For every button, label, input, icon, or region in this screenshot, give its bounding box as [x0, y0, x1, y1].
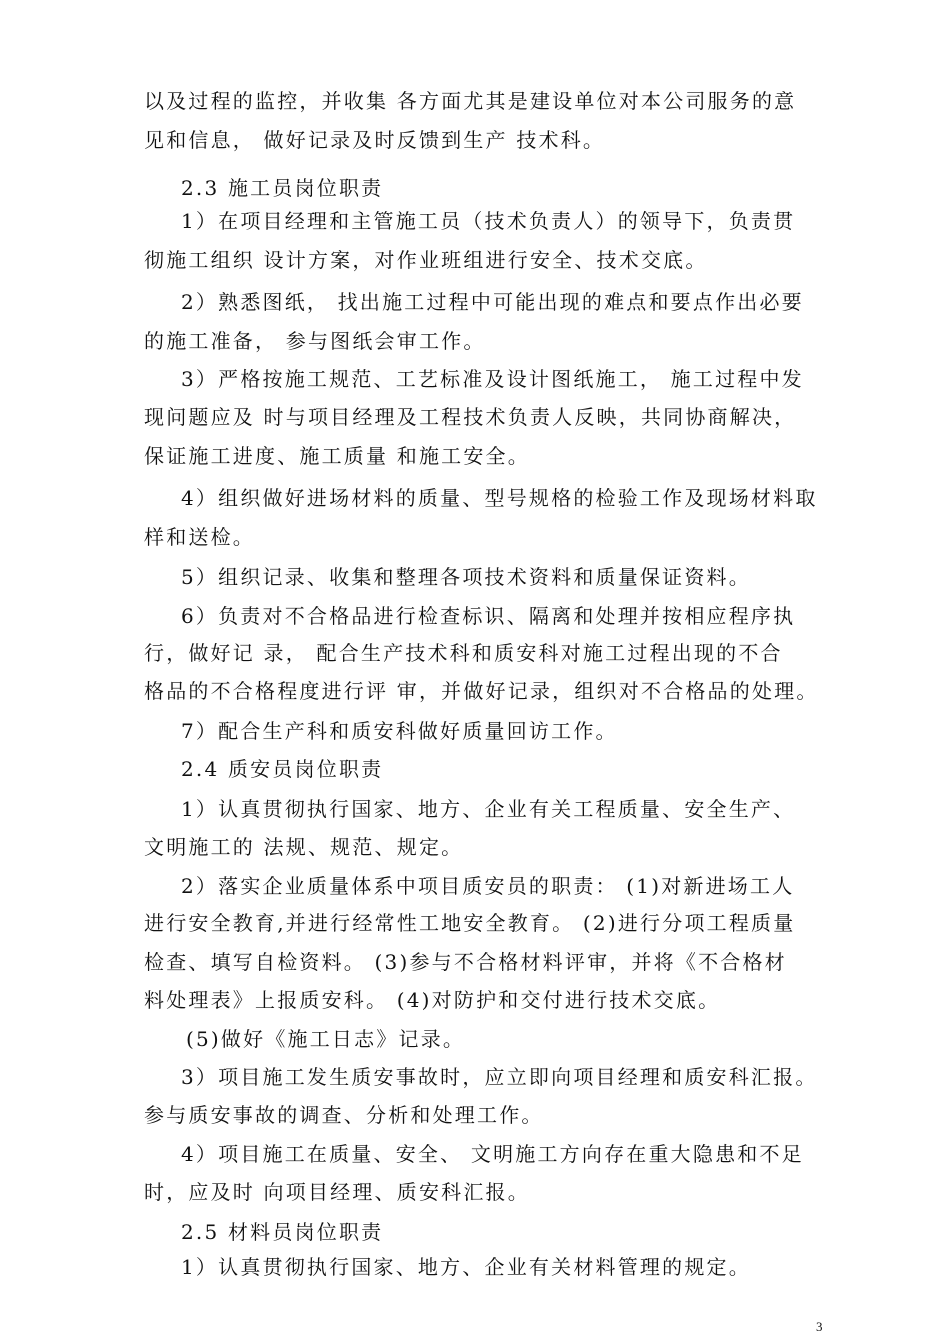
paragraph-line: 的施工准备， 参与图纸会审工作。: [144, 329, 486, 353]
paragraph-line: 2）熟悉图纸， 找出施工过程中可能出现的难点和要点作出必要: [181, 290, 804, 314]
paragraph-line: 保证施工进度、施工质量 和施工安全。: [144, 444, 530, 468]
paragraph-line: 格品的不合格程度进行评 审，并做好记录，组织对不合格品的处理。: [144, 679, 819, 703]
paragraph-line: 7）配合生产科和质安科做好质量回访工作。: [181, 719, 618, 743]
paragraph-line: 2）落实企业质量体系中项目质安员的职责： (1)对新进场工人: [181, 874, 795, 898]
paragraph-line: 6）负责对不合格品进行检查标识、隔离和处理并按相应程序执: [181, 604, 796, 628]
paragraph-line: 彻施工组织 设计方案，对作业班组进行安全、技术交底。: [144, 248, 708, 272]
paragraph-line: 检查、填写自检资料。 (3)参与不合格材料评审，并将《不合格材: [144, 950, 787, 974]
paragraph-line: 样和送检。: [144, 525, 255, 549]
paragraph-line: 1）在项目经理和主管施工员（技术负责人）的领导下，负责贯: [181, 209, 796, 233]
section-heading: 2.4 质安员岗位职责: [181, 757, 384, 781]
paragraph-line: 1）认真贯彻执行国家、地方、企业有关材料管理的规定。: [181, 1255, 751, 1279]
paragraph-line: 文明施工的 法规、规范、规定。: [144, 835, 464, 859]
section-heading: 2.3 施工员岗位职责: [181, 176, 384, 200]
paragraph-line: 参与质安事故的调查、分析和处理工作。: [144, 1103, 544, 1127]
paragraph-line: 现问题应及 时与项目经理及工程技术负责人反映，共同协商解决，: [144, 405, 797, 429]
paragraph-line: 行，做好记 录， 配合生产技术科和质安科对施工过程出现的不合: [144, 641, 783, 665]
paragraph-line: 以及过程的监控，并收集 各方面尤其是建设单位对本公司服务的意: [144, 89, 797, 113]
paragraph-line: 4）项目施工在质量、安全、 文明施工方向存在重大隐患和不足: [181, 1142, 804, 1166]
paragraph-line: 5）组织记录、收集和整理各项技术资料和质量保证资料。: [181, 565, 751, 589]
paragraph-line: 4）组织做好进场材料的质量、型号规格的检验工作及现场材料取: [181, 486, 818, 510]
paragraph-line: 时，应及时 向项目经理、质安科汇报。: [144, 1180, 530, 1204]
paragraph-line: (5)做好《施工日志》记录。: [186, 1027, 466, 1051]
section-heading: 2.5 材料员岗位职责: [181, 1220, 384, 1244]
paragraph-line: 3）严格按施工规范、工艺标准及设计图纸施工， 施工过程中发: [181, 367, 804, 391]
paragraph-line: 3）项目施工发生质安事故时，应立即向项目经理和质安科汇报。: [181, 1065, 818, 1089]
paragraph-line: 料处理表》上报质安科。 (4)对防护和交付进行技术交底。: [144, 988, 721, 1012]
page-number: 3: [816, 1319, 823, 1334]
paragraph-line: 见和信息， 做好记录及时反馈到生产 技术科。: [144, 128, 606, 152]
paragraph-line: 1）认真贯彻执行国家、地方、企业有关工程质量、安全生产、: [181, 797, 796, 821]
paragraph-line: 进行安全教育,并进行经常性工地安全教育。 (2)进行分项工程质量: [144, 911, 796, 935]
